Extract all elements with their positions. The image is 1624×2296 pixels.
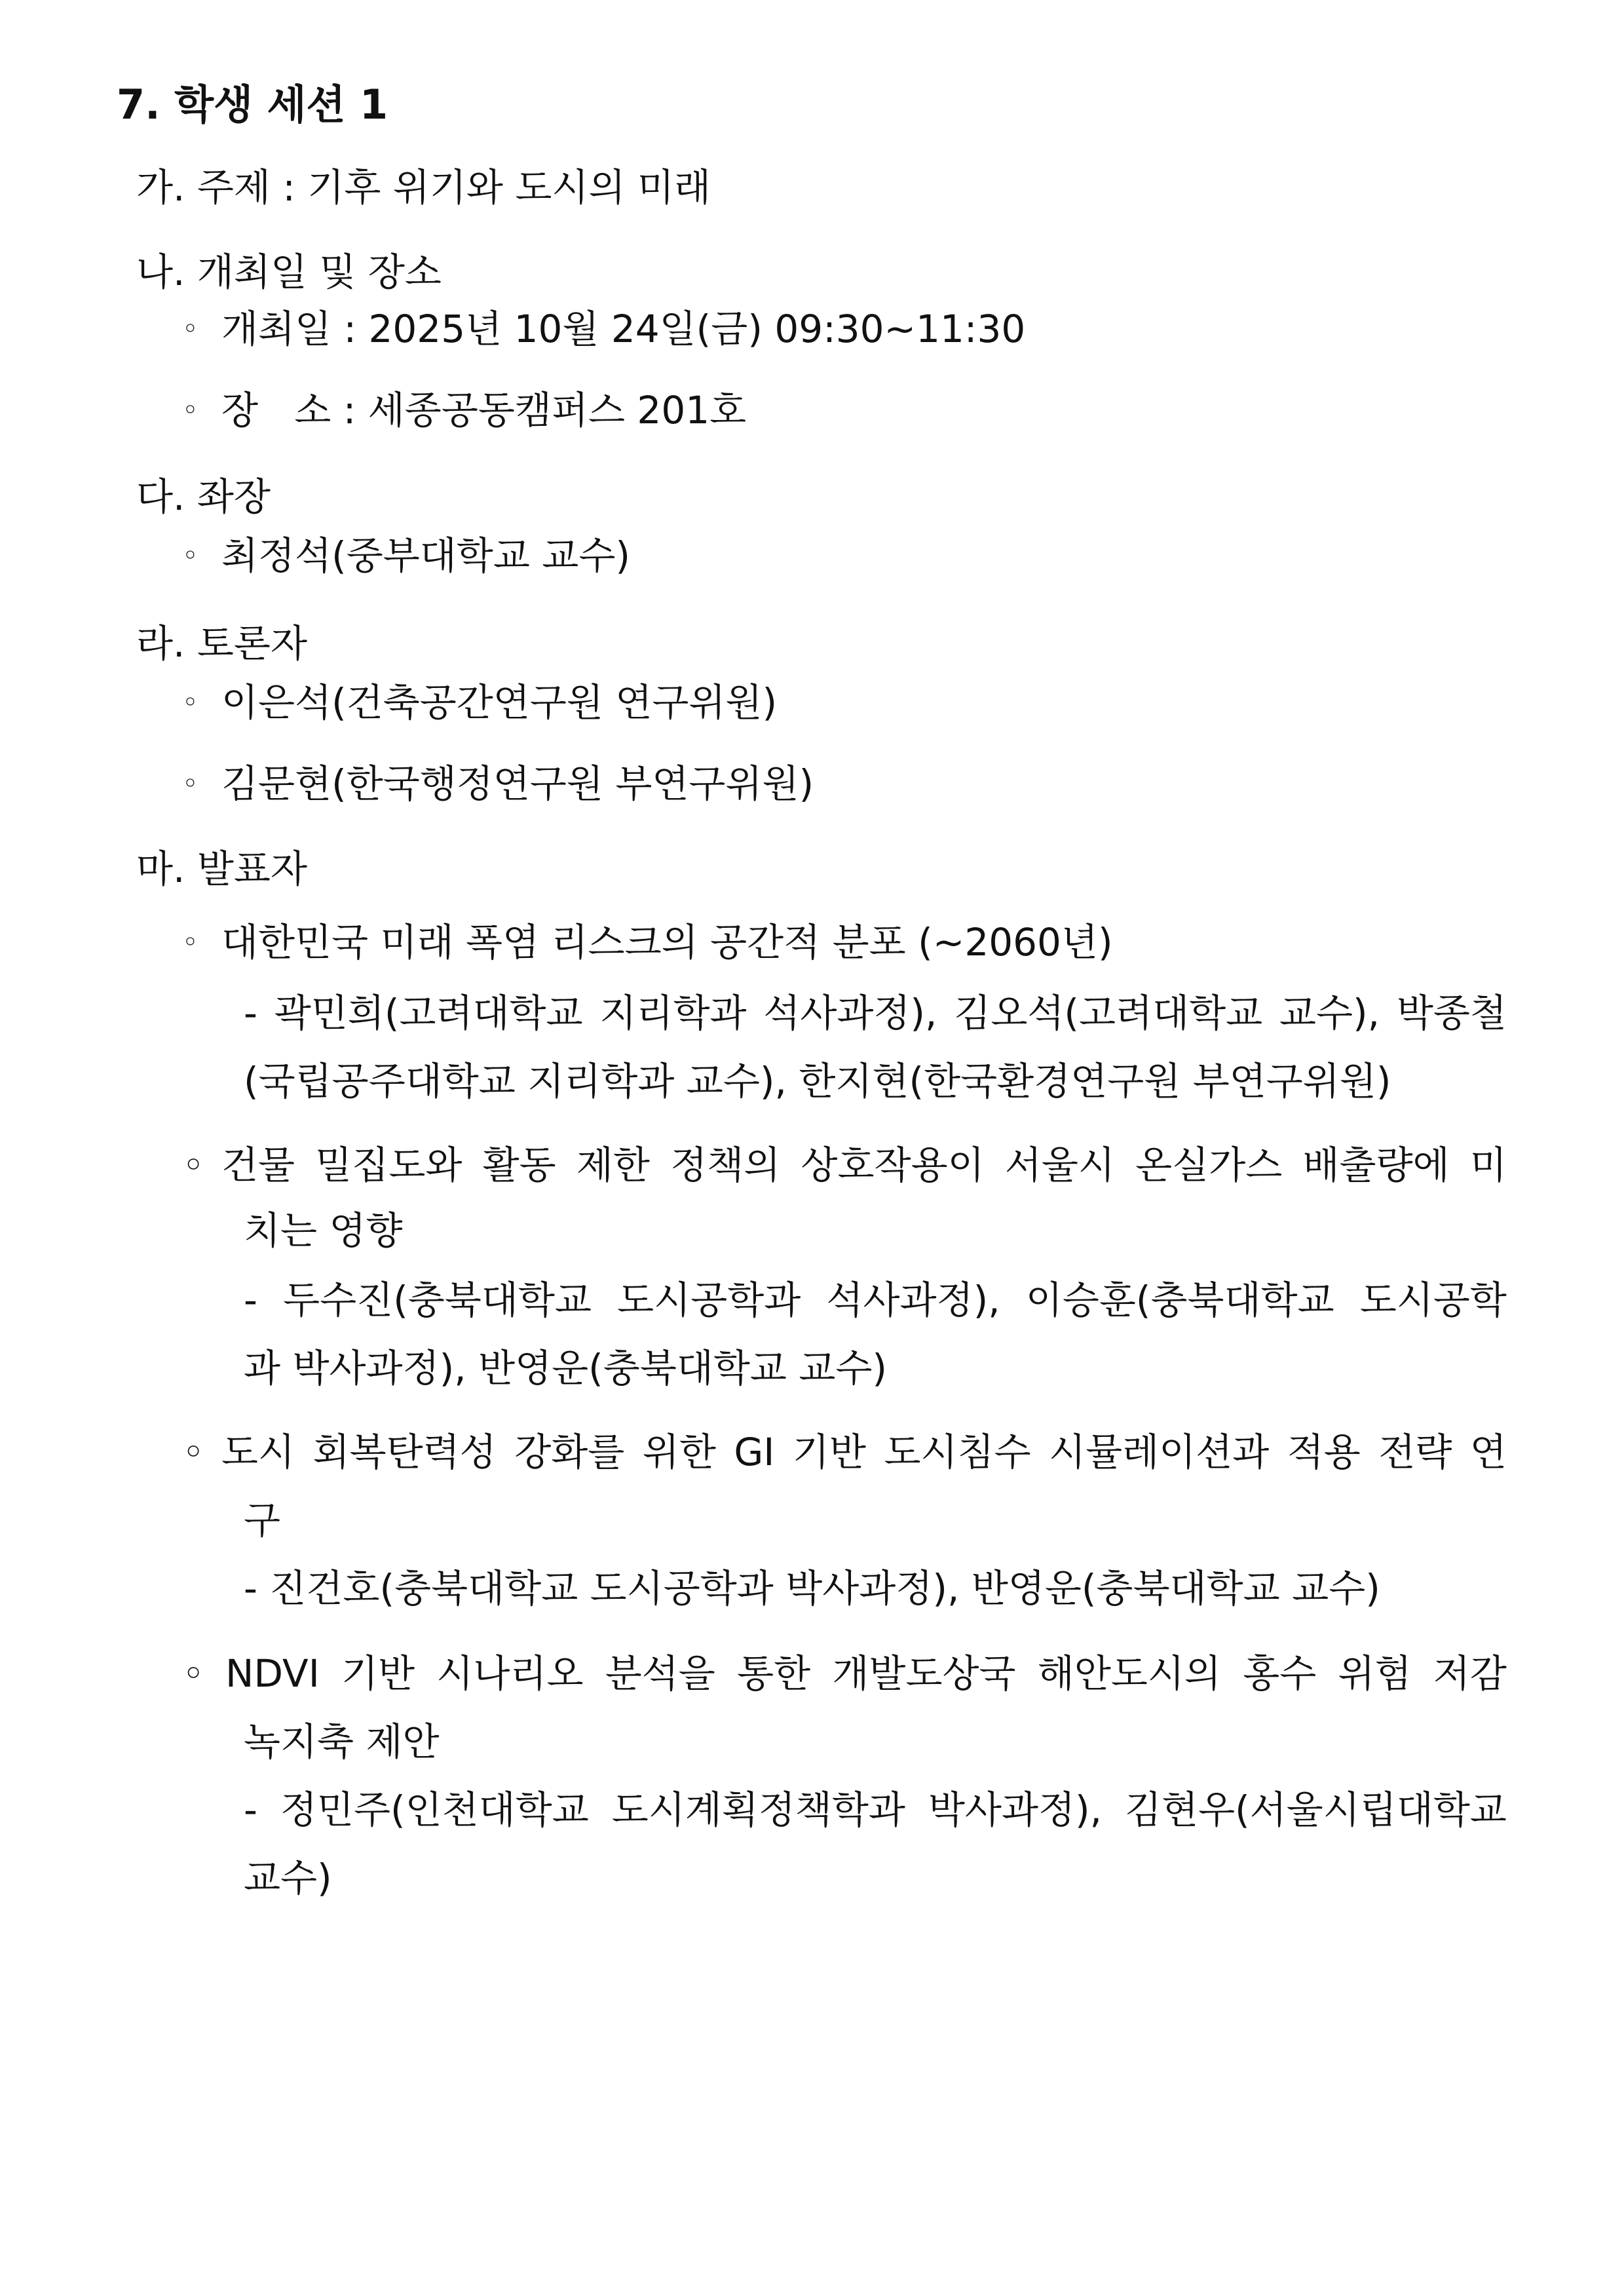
- title-word: 적용: [1287, 1430, 1361, 1474]
- title-word: 시나리오: [436, 1651, 584, 1696]
- event-date: [182, 303, 1025, 355]
- title-word: 기반: [341, 1651, 415, 1696]
- presentation-authors-cont: (국립공주대학교 지리학과 교수), 한지현(한국환경연구원 부연구위원): [244, 1059, 1391, 1103]
- author-word: 석사과정),: [826, 1278, 1000, 1322]
- title-word: 위험: [1338, 1651, 1412, 1696]
- item-ga: [136, 161, 711, 214]
- title-word: 제한: [576, 1143, 650, 1187]
- title-word: 강화를: [514, 1430, 625, 1474]
- item-da-text: 좌장: [197, 474, 271, 519]
- title-word: 회복탄력성: [312, 1430, 497, 1474]
- presentation-authors: [244, 1784, 1507, 1836]
- title-word: 전략: [1378, 1430, 1452, 1474]
- title-word: 기반: [792, 1430, 866, 1474]
- item-ma-text: 발표자: [197, 847, 307, 891]
- presentation-title: [182, 916, 1113, 968]
- presentation-title-cont: 녹지축 제안: [244, 1719, 440, 1764]
- item-ra-text: 토론자: [197, 621, 307, 666]
- author-word: 이승훈(충북대학교: [1025, 1278, 1334, 1322]
- title-word: 통한: [737, 1651, 811, 1696]
- item-da-label: 다.: [136, 474, 185, 519]
- event-place-text: 장 소 : 세종공동캠퍼스 201호: [221, 388, 747, 432]
- presentation-title-cont: 구: [244, 1498, 281, 1542]
- presentation-authors-cont: 교수): [244, 1856, 332, 1900]
- title-word: 활동: [482, 1143, 556, 1187]
- author-word: 도시계획정책학과: [611, 1788, 905, 1832]
- author-word: 박종철: [1396, 991, 1507, 1035]
- title-word: 홍수: [1243, 1651, 1317, 1696]
- author-word: 지리학과: [599, 991, 747, 1035]
- bullet-icon: ◦: [182, 926, 198, 958]
- bullet-icon: ◦: [182, 394, 198, 426]
- bullet-icon: ◦: [182, 767, 198, 799]
- bullet-icon: ◦: [182, 1430, 205, 1474]
- presentation-authors: [244, 987, 1507, 1039]
- item-na-label: 나.: [136, 250, 185, 294]
- chair: [182, 529, 630, 582]
- bullet-icon: ◦: [182, 313, 198, 345]
- author-word: 박사과정),: [928, 1788, 1103, 1832]
- author-word: 김오석(고려대학교: [954, 991, 1263, 1035]
- title-word: 시뮬레이션과: [1049, 1430, 1270, 1474]
- title-word: 온실가스: [1135, 1143, 1283, 1187]
- discussant-text: 이은석(건축공간연구원 연구위원): [221, 680, 778, 725]
- presentation-authors: [244, 1274, 1507, 1326]
- title-word: 도시침수: [884, 1430, 1031, 1474]
- item-ma-label: 마.: [136, 847, 185, 891]
- item-ma: [136, 843, 307, 895]
- presentation-authors-cont: 과 박사과정), 반영운(충북대학교 교수): [244, 1346, 888, 1390]
- presentation-authors: - 진건호(충북대학교 도시공학과 박사과정), 반영운(충북대학교 교수): [244, 1566, 1380, 1611]
- title-word: 해안도시의: [1037, 1651, 1221, 1696]
- title-word: 분석을: [605, 1651, 715, 1696]
- item-ga-text: 주제 : 기후 위기와 도시의 미래: [197, 165, 711, 210]
- author-word: -: [244, 1788, 257, 1832]
- title-word: 도시: [221, 1430, 295, 1474]
- chair-text: 최정석(중부대학교 교수): [221, 533, 630, 578]
- author-word: 두수진(충북대학교: [283, 1278, 592, 1322]
- title-word: 저감: [1433, 1651, 1507, 1696]
- title-word: 위한: [642, 1430, 716, 1474]
- title-word: 연: [1469, 1430, 1507, 1474]
- author-word: -: [244, 991, 257, 1035]
- event-date-text: 개최일 : 2025년 10월 24일(금) 09:30~11:30: [221, 307, 1026, 351]
- author-word: 정민주(인천대학교: [280, 1788, 589, 1832]
- item-ra-label: 라.: [136, 621, 185, 666]
- title-word: 개발도상국: [832, 1651, 1016, 1696]
- bullet-icon: ◦: [182, 686, 198, 718]
- presentation-title-cont: 치는 영향: [244, 1208, 403, 1253]
- title-word: 건물: [221, 1143, 295, 1187]
- item-ga-label: 가.: [136, 165, 185, 210]
- title-word: 서울시: [1004, 1143, 1115, 1187]
- author-word: 교수),: [1279, 991, 1380, 1035]
- title-word: 배출량에: [1302, 1143, 1450, 1187]
- discussant: [182, 676, 777, 729]
- author-word: 석사과정),: [763, 991, 937, 1035]
- presentation-title-text: 대한민국 미래 폭염 리스크의 공간적 분포 (~2060년): [221, 920, 1113, 965]
- author-word: 곽민희(고려대학교: [274, 991, 583, 1035]
- presentation-title: [221, 1139, 1507, 1191]
- author-word: 도시공학과: [617, 1278, 801, 1322]
- discussant: [182, 757, 814, 810]
- title-word: 정책의: [670, 1143, 781, 1187]
- bullet-icon: ◦: [182, 1651, 205, 1696]
- title-word: GI: [734, 1430, 775, 1474]
- title-word: NDVI: [225, 1651, 320, 1696]
- title-word: 상호작용이: [801, 1143, 985, 1187]
- presentation-title: [225, 1647, 1507, 1700]
- discussant-text: 김문현(한국행정연구원 부연구위원): [221, 761, 814, 806]
- bullet-icon: ◦: [182, 539, 198, 571]
- author-word: -: [244, 1278, 257, 1322]
- title-word: 밀집도와: [315, 1143, 463, 1187]
- author-word: 김현우(서울시립대학교: [1125, 1788, 1507, 1832]
- item-ra: [136, 617, 307, 670]
- author-word: 도시공학: [1359, 1278, 1507, 1322]
- section-title: 7. 학생 세션 1: [117, 81, 388, 128]
- item-na: [136, 246, 442, 298]
- event-place: [182, 384, 746, 436]
- presentation-title: [221, 1426, 1507, 1478]
- item-da: [136, 470, 271, 523]
- item-na-text: 개최일 및 장소: [197, 250, 442, 294]
- title-word: 미: [1469, 1143, 1507, 1187]
- bullet-icon: ◦: [182, 1143, 205, 1187]
